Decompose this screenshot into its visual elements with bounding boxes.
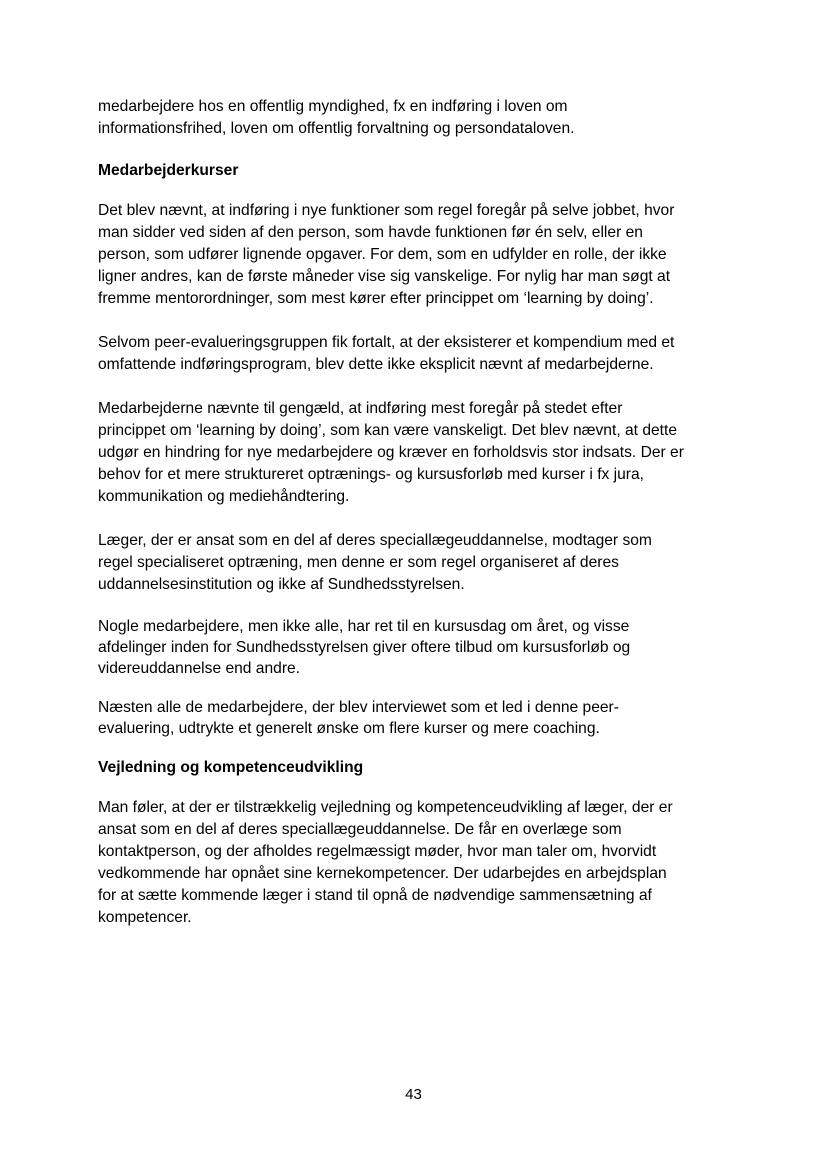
text-line: fremme mentorordninger, som mest kører efter princippet om ‘learning by doing’. bbox=[98, 290, 654, 307]
text-line: Læger, der er ansat som en del af deres speciallægeuddannelse, modtager som bbox=[98, 532, 652, 549]
paragraph-introduction-on-job bbox=[98, 200, 738, 310]
text-line: for at sætte kommende læger i stand til opnå de nødvendige sammensætning af bbox=[98, 887, 652, 904]
text-line: behov for et mere struktureret optrænings- og kursusforløb med kurser i fx jura, bbox=[98, 466, 644, 483]
paragraph-course-day bbox=[98, 616, 738, 679]
text-line: man sidder ved siden af den person, som havde funktionen før én selv, eller en bbox=[98, 224, 643, 241]
text-line: Næsten alle de medarbejdere, der blev interviewet som et led i denne peer- bbox=[98, 699, 619, 716]
text-line: udgør en hindring for nye medarbejdere og kræver en forholdsvis stor indsats. Der er bbox=[98, 444, 684, 461]
text-line: vedkommende har opnået sine kernekompetencer. Der udarbejdes en arbejdsplan bbox=[98, 865, 667, 882]
text-line: afdelinger inden for Sundhedsstyrelsen giver oftere tilbud om kursusforløb og bbox=[98, 639, 631, 656]
text-line: Selvom peer-evalueringsgruppen fik fortalt, at der eksisterer et kompendium med et bbox=[98, 334, 675, 351]
text-line: Nogle medarbejdere, men ikke alle, har ret til en kursusdag om året, og visse bbox=[98, 618, 630, 635]
text-line: ligner andres, kan de første måneder vise sig vanskelige. For nylig har man søgt at bbox=[98, 268, 671, 285]
paragraph-compendium bbox=[98, 332, 738, 376]
section-heading-medarbejderkurser: Medarbejderkurser bbox=[98, 162, 239, 179]
paragraph-intro-continuation bbox=[98, 96, 738, 140]
text-line: kontaktperson, og der afholdes regelmæssigt møder, hvor man taler om, hvorvidt bbox=[98, 843, 657, 860]
text-line: omfattende indføringsprogram, blev dette ikke eksplicit nævnt af medarbejderne. bbox=[98, 356, 654, 373]
section-heading-vejledning: Vejledning og kompetenceudvikling bbox=[98, 759, 364, 776]
text-line: Det blev nævnt, at indføring i nye funktioner som regel foregår på selve jobbet, hvor bbox=[98, 202, 675, 219]
paragraph-guidance-doctors bbox=[98, 797, 738, 929]
text-line: videreuddannelse end andre. bbox=[98, 660, 301, 677]
paragraph-learning-by-doing bbox=[98, 398, 738, 508]
text-line: ansat som en del af deres speciallægeuddannelse. De får en overlæge som bbox=[98, 821, 622, 838]
paragraph-specialist-training bbox=[98, 530, 738, 596]
page-number: 43 bbox=[405, 1086, 422, 1103]
text-line: informationsfrihed, loven om offentlig forvaltning og persondataloven. bbox=[98, 120, 575, 137]
page-content bbox=[98, 96, 738, 929]
text-line: evaluering, udtrykte et generelt ønske om flere kurser og mere coaching. bbox=[98, 720, 600, 737]
text-line: medarbejdere hos en offentlig myndighed, fx en indføring i loven om bbox=[98, 98, 568, 115]
text-line: Medarbejderne nævnte til gengæld, at indføring mest foregår på stedet efter bbox=[98, 400, 623, 417]
text-line: person, som udfører lignende opgaver. For dem, som en udfylder en rolle, der ikke bbox=[98, 246, 667, 263]
text-line: princippet om ‘learning by doing’, som kan være vanskeligt. Det blev nævnt, at dette bbox=[98, 422, 678, 439]
text-line: Man føler, at der er tilstrækkelig vejledning og kompetenceudvikling af læger, der er bbox=[98, 799, 673, 816]
text-line: uddannelsesinstitution og ikke af Sundhedsstyrelsen. bbox=[98, 576, 465, 593]
text-line: kommunikation og mediehåndtering. bbox=[98, 488, 350, 505]
text-line: regel specialiseret optræning, men denne er som regel organiseret af deres bbox=[98, 554, 619, 571]
text-line: kompetencer. bbox=[98, 909, 192, 926]
paragraph-more-courses-wish bbox=[98, 697, 738, 739]
